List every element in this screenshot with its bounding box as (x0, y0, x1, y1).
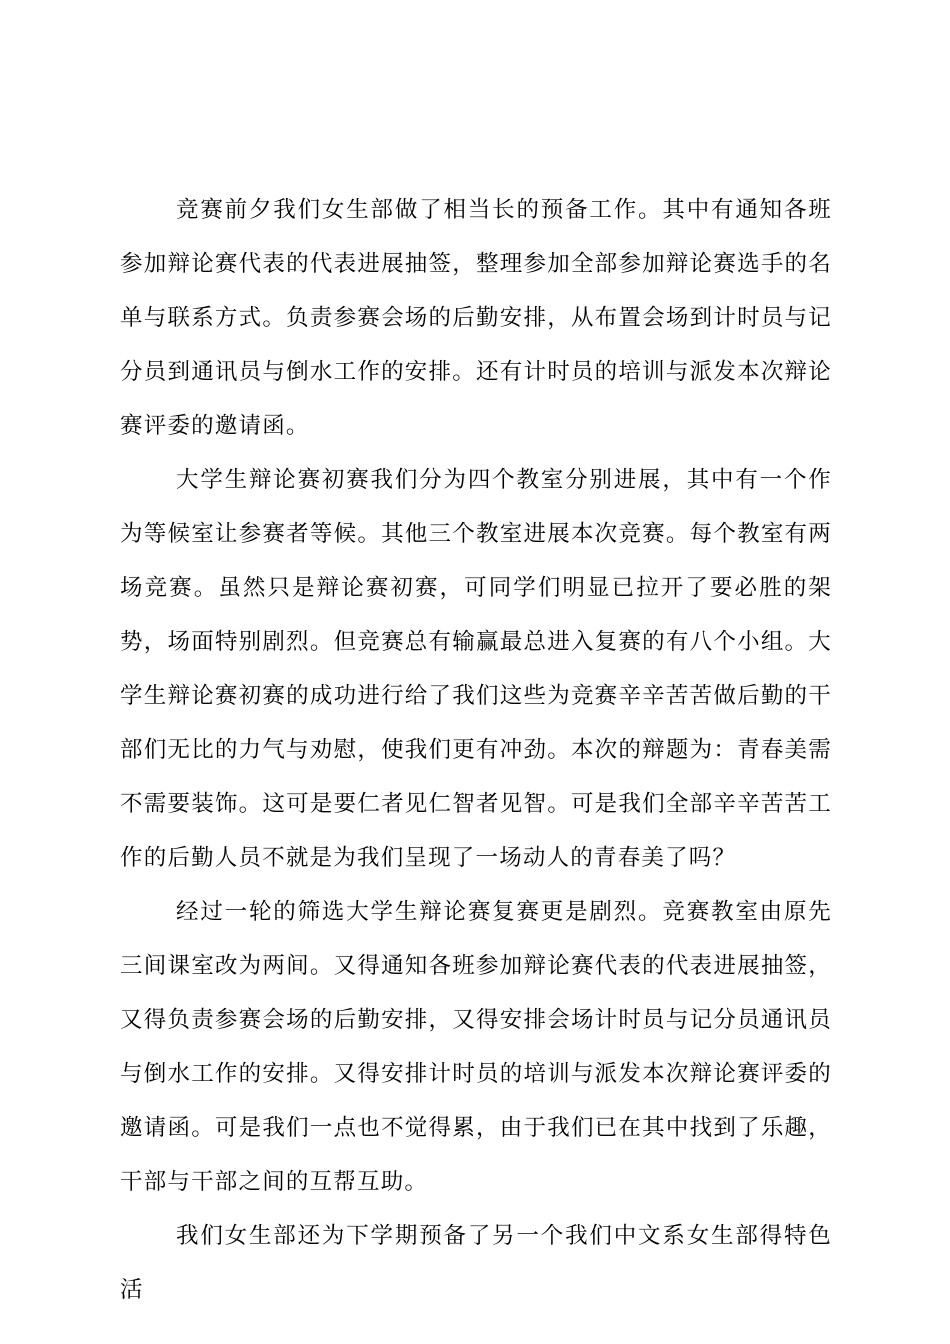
paragraph-preparation: 竞赛前夕我们女生部做了相当长的预备工作。其中有通知各班参加辩论赛代表的代表进展抽签，整理参加全部参加辩论赛选手的名单与联系方式。负责参赛会场的后勤安排，从布置会场到计时员与记分员到通讯员与倒水工作的安排。还有计时员的培训与派发本次辩论赛评委的邀请函。 (120, 197, 832, 439)
paragraph-semifinal-round: 经过一轮的筛选大学生辩论赛复赛更是剧烈。竞赛教室由原先三间课室改为两间。又得通知各班参加辩论赛代表的代表进展抽签，又得负责参赛会场的后勤安排，又得安排会场计时员与记分员通讯员与倒水工作的安排。又得安排计时员的培训与派发本次辩论赛评委的邀请函。可是我们一点也不觉得累，由于我们已在其中找到了乐趣，干部与干部之间的互帮互助。 (120, 899, 832, 1195)
paragraph-next-semester: 我们女生部还为下学期预备了另一个我们中文系女生部得特色活 (120, 1223, 832, 1303)
document-body (120, 183, 832, 1317)
paragraph-preliminary-round: 大学生辩论赛初赛我们分为四个教室分别进展，其中有一个作为等候室让参赛者等候。其他三个教室进展本次竞赛。每个教室有两场竞赛。虽然只是辩论赛初赛，可同学们明显已拉开了要必胜的架势，场面特别剧烈。但竞赛总有输赢最总进入复赛的有八个小组。大学生辩论赛初赛的成功进行给了我们这些为竞赛辛辛苦苦做后勤的干部们无比的力气与劝慰，使我们更有冲劲。本次的辩题为：青春美需不需要装饰。这可是要仁者见仁智者见智。可是我们全部辛辛苦苦工作的后勤人员不就是为我们呈现了一场动人的青春美了吗？ (120, 467, 832, 871)
